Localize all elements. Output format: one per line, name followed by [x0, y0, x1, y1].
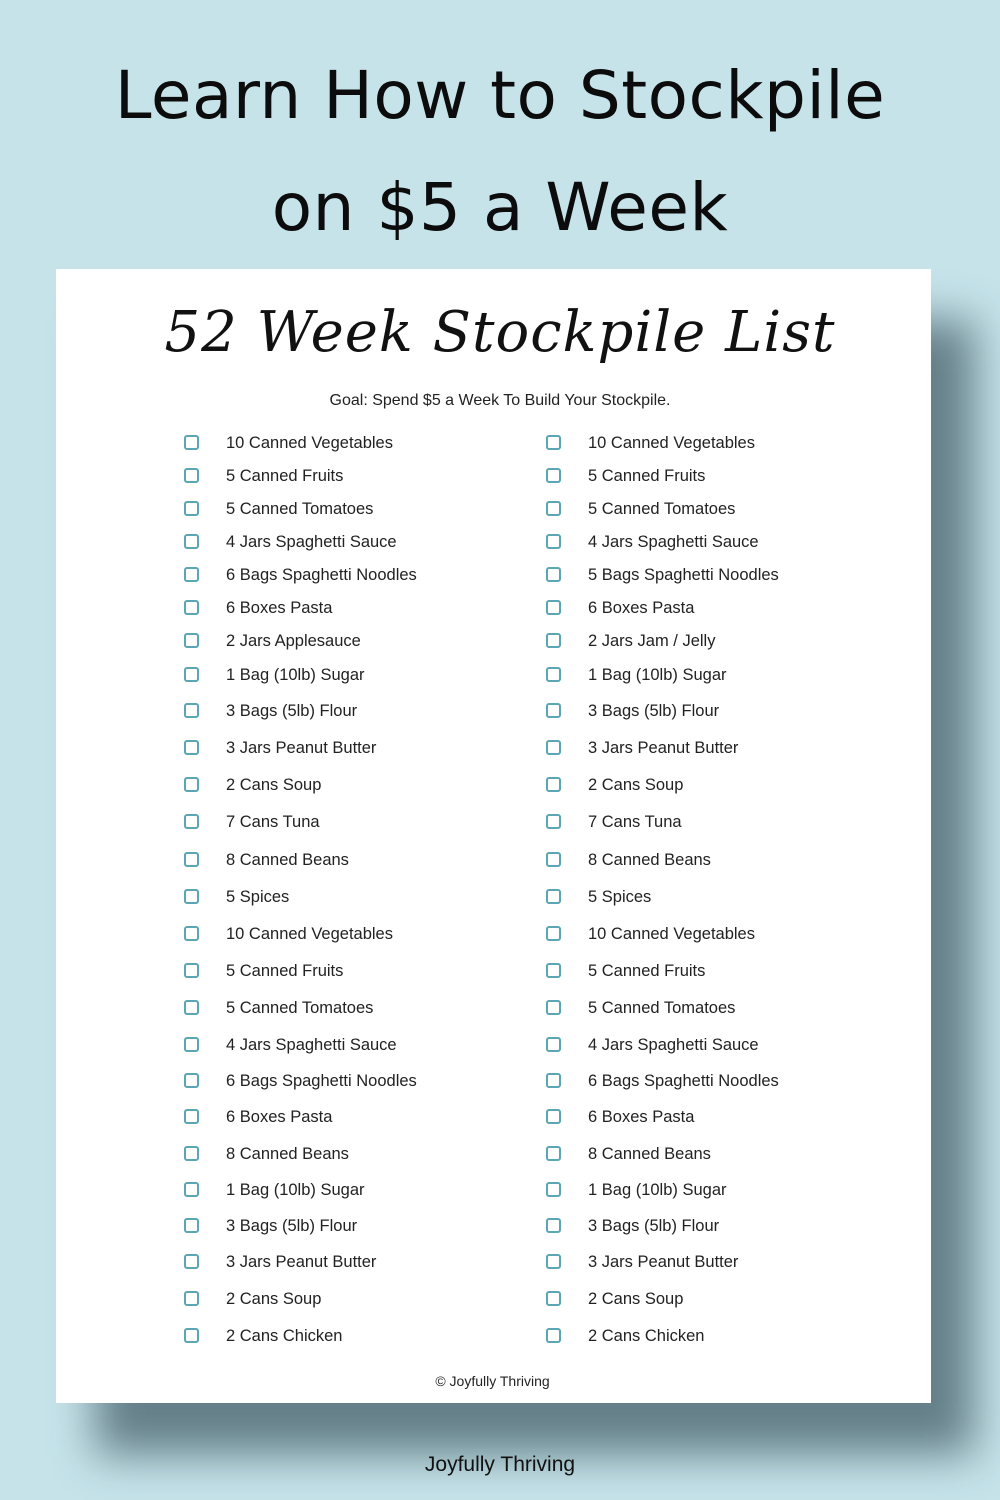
checkbox[interactable]	[184, 501, 199, 516]
checkbox[interactable]	[184, 1000, 199, 1015]
checklist-item-label: 3 Jars Peanut Butter	[226, 1253, 377, 1271]
checklist-item-label: 5 Canned Tomatoes	[588, 500, 736, 518]
checklist-item-label: 3 Bags (5lb) Flour	[588, 702, 720, 720]
goal-text: Goal: Spend $5 a Week To Build Your Stockpile.	[329, 392, 671, 409]
checklist-item-label: 7 Cans Tuna	[588, 813, 682, 831]
checklist-item-label: 1 Bag (10lb) Sugar	[588, 1181, 727, 1199]
checkbox[interactable]	[184, 435, 199, 450]
checklist-item-label: 6 Bags Spaghetti Noodles	[588, 1072, 779, 1090]
checkbox[interactable]	[184, 567, 199, 582]
checkbox[interactable]	[184, 889, 199, 904]
checklist-item-label: 4 Jars Spaghetti Sauce	[588, 1036, 759, 1054]
checklist-item-label: 1 Bag (10lb) Sugar	[226, 666, 365, 684]
checkbox[interactable]	[546, 1000, 561, 1015]
checkbox[interactable]	[546, 633, 561, 648]
checklist-item-label: 4 Jars Spaghetti Sauce	[226, 533, 397, 551]
checkbox[interactable]	[184, 1182, 199, 1197]
checklist-item-label: 5 Bags Spaghetti Noodles	[588, 566, 779, 584]
checklist-item-label: 8 Canned Beans	[226, 851, 349, 869]
checklist-item-label: 2 Cans Soup	[588, 1290, 684, 1308]
checkbox[interactable]	[546, 889, 561, 904]
checkbox[interactable]	[184, 926, 199, 941]
checkbox[interactable]	[546, 534, 561, 549]
checklist-item-label: 2 Cans Soup	[226, 1290, 322, 1308]
checkbox[interactable]	[546, 1291, 561, 1306]
checklist-item-label: 2 Cans Chicken	[226, 1327, 343, 1345]
checklist-item-label: 3 Jars Peanut Butter	[588, 739, 739, 757]
brand-footer: Joyfully Thriving	[424, 1453, 576, 1476]
checklist-item-label: 5 Canned Tomatoes	[226, 999, 374, 1017]
checklist-item-label: 8 Canned Beans	[588, 851, 711, 869]
checkbox[interactable]	[546, 963, 561, 978]
checklist-item-label: 8 Canned Beans	[226, 1145, 349, 1163]
checkbox[interactable]	[184, 600, 199, 615]
checklist-item-label: 6 Boxes Pasta	[226, 1108, 333, 1126]
copyright-text: © Joyfully Thriving	[435, 1373, 550, 1389]
checkbox[interactable]	[546, 703, 561, 718]
checklist-item-label: 10 Canned Vegetables	[588, 434, 755, 452]
headline	[0, 40, 1000, 264]
checkbox[interactable]	[184, 1037, 199, 1052]
checkbox[interactable]	[184, 1073, 199, 1088]
checklist-item-label: 3 Bags (5lb) Flour	[226, 1217, 358, 1235]
checkbox[interactable]	[546, 567, 561, 582]
checklist-item-label: 10 Canned Vegetables	[588, 925, 755, 943]
sheet-title: 52 Week Stockpile List	[164, 300, 836, 365]
checklist-item-label: 2 Cans Soup	[226, 776, 322, 794]
checklist-item-label: 2 Jars Applesauce	[226, 632, 361, 650]
checklist-item-label: 10 Canned Vegetables	[226, 925, 393, 943]
checkbox[interactable]	[184, 777, 199, 792]
checkbox[interactable]	[546, 777, 561, 792]
checklist-item-label: 5 Canned Tomatoes	[588, 999, 736, 1017]
checkbox[interactable]	[184, 852, 199, 867]
checkbox[interactable]	[184, 814, 199, 829]
checkbox[interactable]	[184, 667, 199, 682]
checklist-item-label: 8 Canned Beans	[588, 1145, 711, 1163]
checklist-item-label: 3 Jars Peanut Butter	[588, 1253, 739, 1271]
checklist-item-label: 2 Cans Soup	[588, 776, 684, 794]
checkbox[interactable]	[546, 501, 561, 516]
checkbox[interactable]	[546, 1037, 561, 1052]
checklist-item-label: 5 Spices	[226, 888, 290, 906]
checkbox[interactable]	[184, 468, 199, 483]
checklist-item-label: 5 Canned Tomatoes	[226, 500, 374, 518]
checkbox[interactable]	[546, 814, 561, 829]
checklist-item-label: 1 Bag (10lb) Sugar	[226, 1181, 365, 1199]
checkbox[interactable]	[546, 435, 561, 450]
checklist-item-label: 6 Bags Spaghetti Noodles	[226, 1072, 417, 1090]
checkbox[interactable]	[184, 534, 199, 549]
checkbox[interactable]	[546, 667, 561, 682]
checkbox[interactable]	[546, 1254, 561, 1269]
checklist-item-label: 3 Bags (5lb) Flour	[226, 702, 358, 720]
checkbox[interactable]	[546, 852, 561, 867]
checkbox[interactable]	[546, 1328, 561, 1343]
checkbox[interactable]	[184, 1291, 199, 1306]
checklist-item-label: 3 Jars Peanut Butter	[226, 739, 377, 757]
checkbox[interactable]	[184, 703, 199, 718]
checklist-item-label: 10 Canned Vegetables	[226, 434, 393, 452]
checkbox[interactable]	[546, 1109, 561, 1124]
checklist-item-label: 5 Spices	[588, 888, 652, 906]
checklist-item-label: 6 Boxes Pasta	[226, 599, 333, 617]
checkbox[interactable]	[184, 633, 199, 648]
checklist-item-label: 4 Jars Spaghetti Sauce	[588, 533, 759, 551]
checklist-item-label: 6 Bags Spaghetti Noodles	[226, 566, 417, 584]
checkbox[interactable]	[546, 1182, 561, 1197]
checkbox[interactable]	[184, 1109, 199, 1124]
checklist-item-label: 7 Cans Tuna	[226, 813, 320, 831]
checkbox[interactable]	[546, 926, 561, 941]
checklist-item-label: 2 Jars Jam / Jelly	[588, 632, 716, 650]
checkbox[interactable]	[184, 1218, 199, 1233]
checkbox[interactable]	[546, 1218, 561, 1233]
checklist-item-label: 3 Bags (5lb) Flour	[588, 1217, 720, 1235]
headline-line-2: on $5 a Week	[271, 169, 729, 246]
checkbox[interactable]	[184, 1146, 199, 1161]
checklist-item-label: 1 Bag (10lb) Sugar	[588, 666, 727, 684]
checklist-item-label: 5 Canned Fruits	[226, 962, 344, 980]
checklist-item-label: 5 Canned Fruits	[588, 962, 706, 980]
checkbox[interactable]	[184, 1328, 199, 1343]
checkbox[interactable]	[546, 468, 561, 483]
checklist-item-label: 5 Canned Fruits	[588, 467, 706, 485]
checkbox[interactable]	[546, 1146, 561, 1161]
checkbox[interactable]	[184, 963, 199, 978]
checkbox[interactable]	[184, 1254, 199, 1269]
checklist-item-label: 6 Boxes Pasta	[588, 599, 695, 617]
checklist-item-label: 2 Cans Chicken	[588, 1327, 705, 1345]
checkbox[interactable]	[184, 740, 199, 755]
checkbox[interactable]	[546, 1073, 561, 1088]
checkbox[interactable]	[546, 740, 561, 755]
checkbox[interactable]	[546, 600, 561, 615]
checklist-item-label: 4 Jars Spaghetti Sauce	[226, 1036, 397, 1054]
checklist-item-label: 5 Canned Fruits	[226, 467, 344, 485]
checklist-item-label: 6 Boxes Pasta	[588, 1108, 695, 1126]
headline-line-1: Learn How to Stockpile	[114, 57, 886, 134]
